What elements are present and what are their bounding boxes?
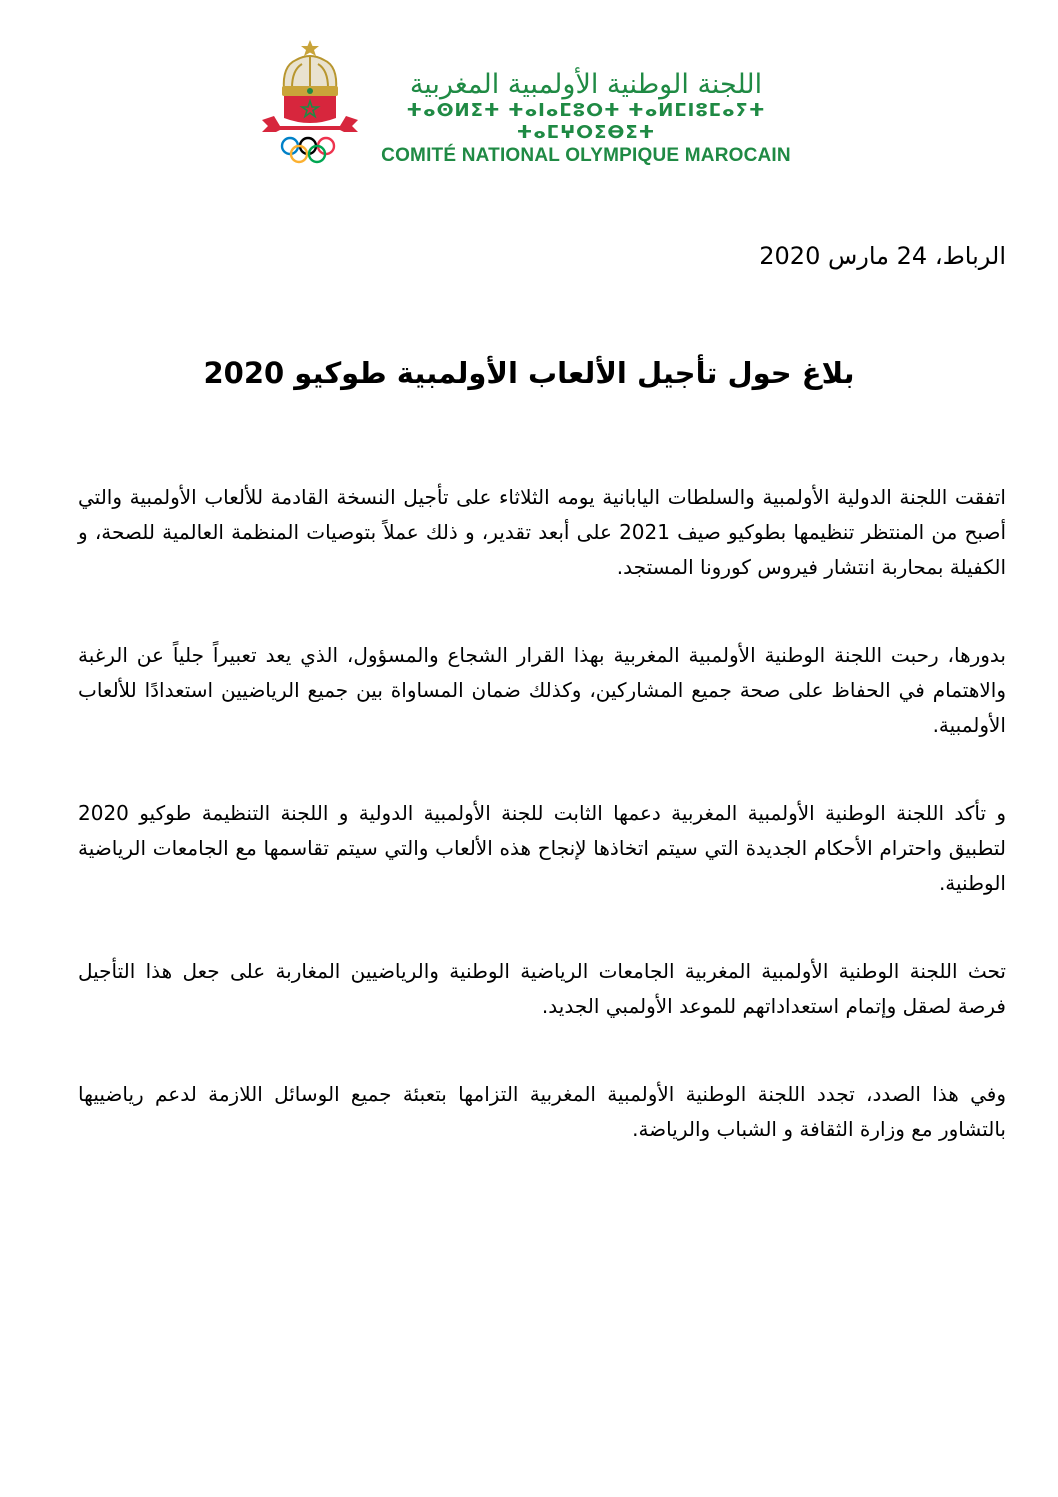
olympic-rings-icon <box>282 138 334 162</box>
document-title: بلاغ حول تأجيل الألعاب الأولمبية طوكيو 2020 <box>203 356 855 390</box>
organization-name-tifinagh: ⵜⴰⵙⵍⵉⵜ ⵜⴰⵏⴰⵎⵓⵔⵜ ⵜⴰⵍⵎⵏⵓⵎⴰⵢⵜ ⵜⴰⵎⵖⵔⵉⴱⵉⵜ <box>406 100 766 143</box>
organization-name-arabic: اللجنة الوطنية الأولمبية المغربية <box>409 69 763 100</box>
organization-names <box>370 70 802 168</box>
body-paragraph: تحث اللجنة الوطنية الأولمبية المغربية الجامعات الرياضية الوطنية والرياضيين المغاربة على جعل هذا التأجيل فرصة لصقل وإتمام استعداداتهم للموعد الأولمبي الجديد. <box>78 959 1006 1018</box>
body-paragraph: و تأكد اللجنة الوطنية الأولمبية المغربية دعمها الثابت للجنة الأولمبية الدولية و اللجنة التنظيمة طوكيو 2020 لتطبيق واحترام الأحكام الجديدة التي سيتم اتخاذها لإنجاح هذه الألعاب والتي سيتم تقاسمها مع الجامعات الرياضية الوطنية. <box>78 801 1006 895</box>
body-paragraph: وفي هذا الصدد، تجدد اللجنة الوطنية الأولمبية المغربية التزامها بتعبئة جميع الوسائل اللازمة لدعم رياضييها بالتشاور مع وزارة الثقافة و الشباب والرياضة. <box>78 1082 1006 1141</box>
organization-name-french: COMITÉ NATIONAL OLYMPIQUE MAROCAIN <box>381 145 791 166</box>
document-body <box>78 480 1006 1200</box>
body-paragraph: بدورها، رحبت اللجنة الوطنية الأولمبية المغربية بهذا القرار الشجاع والمسؤول، الذي يعد تعبيراً جلياً عن الرغبة والاهتمام في الحفاظ على صحة جميع المشاركين، وكذلك ضمان المساواة بين جميع الرياضيين استعدادًا للألعاب الأولمبية. <box>78 643 1006 737</box>
document-date: الرباط، 24 مارس 2020 <box>759 242 1006 270</box>
moroccan-crown-olympic-rings-emblem-icon <box>262 38 362 164</box>
body-paragraph: اتفقت اللجنة الدولية الأولمبية والسلطات اليابانية يومه الثلاثاء على تأجيل النسخة القادمة للألعاب الأولمبية والتي أصبح من المنتظر تنظيمها بطوكيو صيف 2021 على أبعد تقدير، و ذلك عملاً بتوصيات المنظمة العالمية للصحة، و الكفيلة بمحاربة انتشار فيروس كورونا المستجد. <box>78 485 1007 579</box>
letterhead <box>262 38 822 168</box>
star-icon <box>301 40 319 56</box>
